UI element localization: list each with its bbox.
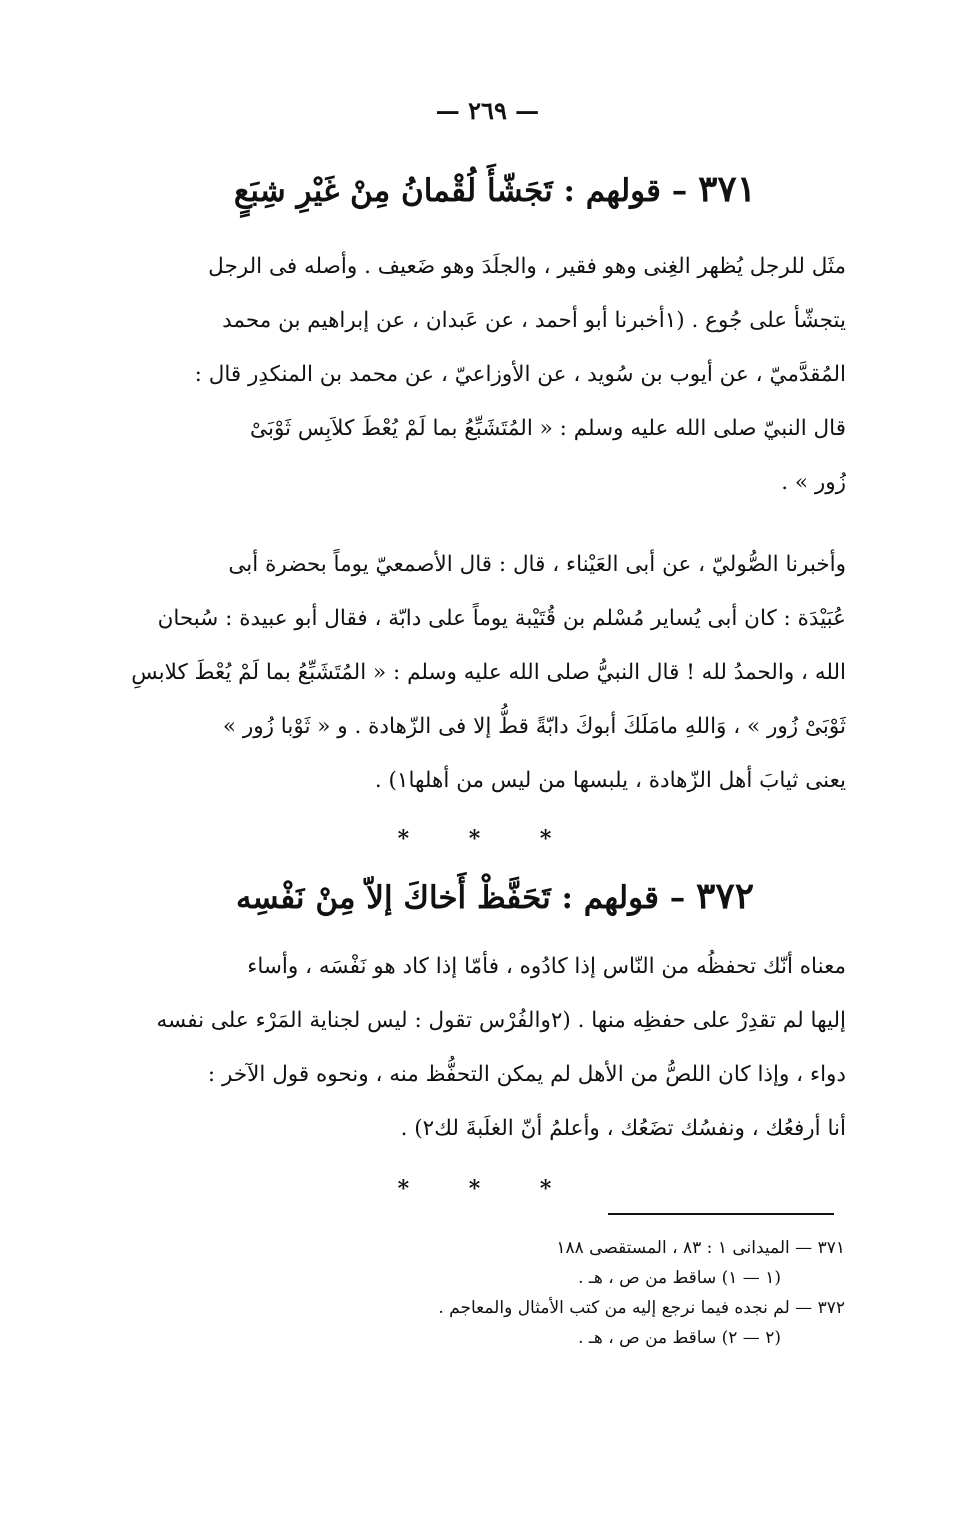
section-372-heading <box>150 875 840 917</box>
footnote: ٣٧١ — الميدانى ١ : ٨٣ ، المستقصى ١٨٨ <box>556 1238 845 1258</box>
paragraph-line: أنا أرفعُك ، ونفسُك تضَعُك ، وأعلمُ أنّ الغلَبةَ لك٢) . <box>400 1116 846 1141</box>
section-372-paragraph <box>128 940 846 1156</box>
footnote-divider <box>608 1213 834 1215</box>
paragraph-line: إليها لم تقدِرْ على حفظِه منها . (٢والفُرْس تقول : ليس لجناية المَرْء على نفسه <box>156 1008 846 1033</box>
section-371-paragraph-1 <box>128 240 846 510</box>
section-separator: * * * <box>397 1176 578 1202</box>
paragraph-line: عُبَيْدَة : كان أبى يُساير مُسْلم بن قُتَيْبة يوماً على دابّة ، فقال أبو عبيدة : سُبحان <box>157 606 846 631</box>
section-separator: * * * <box>397 826 578 852</box>
section-372-number: ٣٧٢ <box>696 875 755 917</box>
footnote: ٣٧٢ — لم نجده فيما نرجع إليه من كتب الأمثال والمعاجم . <box>438 1298 845 1318</box>
footnote: (١ — ١) ساقط من ص ، هـ . <box>578 1268 781 1288</box>
section-371-paragraph-2 <box>128 538 846 808</box>
paragraph-line: زُور » . <box>781 470 846 495</box>
paragraph-line: يتجشّأ على جُوع . (١أخبرنا أبو أحمد ، عن عَبدان ، عن إبراهيم بن محمد <box>222 308 846 333</box>
paragraph-line: قال النبيّ صلى الله عليه وسلم : « المُتَشَبِّعُ بما لَمْ يُعْطَ كلاَبِس ثَوْبَىْ <box>250 416 846 441</box>
section-371-title: – قولهم : تَجَشّأَ لُقْمانُ مِنْ غَيْرِ شِبَعٍ <box>233 173 688 209</box>
footnote: (٢ — ٢) ساقط من ص ، هـ . <box>578 1328 781 1348</box>
paragraph-line: معناه أنّك تحفظُه من النّاس إذا كادُوه ، فأمّا إذا كاد هو نَفْسَه ، وأساء <box>247 954 846 979</box>
page-number: — ٢٦٩ — <box>435 96 540 125</box>
paragraph-line: يعنى ثيابَ أهل الزّهادة ، يلبسها من ليس من أهلها١) . <box>374 768 846 793</box>
paragraph-line: ثَوْبَىْ زُور » ، وَاللهِ مامَلَكَ أبوكَ دابّةً قطُّ إلا فى الزّهادة . و « ثَوْبا زُور » <box>222 714 846 739</box>
footnotes <box>300 1233 845 1353</box>
section-371-heading <box>150 168 840 210</box>
paragraph-line: وأخبرنا الصُّوليّ ، عن أبى العَيْناء ، قال : قال الأصمعيّ يوماً بحضرة أبى <box>228 552 846 577</box>
section-371-number: ٣٧١ <box>698 168 757 210</box>
paragraph-line: دواء ، وإذا كان اللصُّ من الأهل لم يمكن التحفُّظ منه ، ونحوه قول الآخر : <box>207 1062 846 1087</box>
paragraph-line: مثَل للرجل يُظهر الغِنى وهو فقير ، والجلَدَ وهو ضَعيف . وأصله فى الرجل <box>208 254 846 279</box>
paragraph-line: الله ، والحمدُ لله ! قال النبيُّ صلى الله عليه وسلم : « المُتَشَبِّعُ بما لَمْ يُعْطَ كلابسِ <box>131 660 846 685</box>
section-372-title: – قولهم : تَحَفَّظْ أَخاكَ إلاّ مِنْ نَفْسِه <box>235 880 686 916</box>
paragraph-line: المُقدَّميّ ، عن أيوب بن سُويد ، عن الأوزاعيّ ، عن محمد بن المنكدِر قال : <box>194 362 846 387</box>
